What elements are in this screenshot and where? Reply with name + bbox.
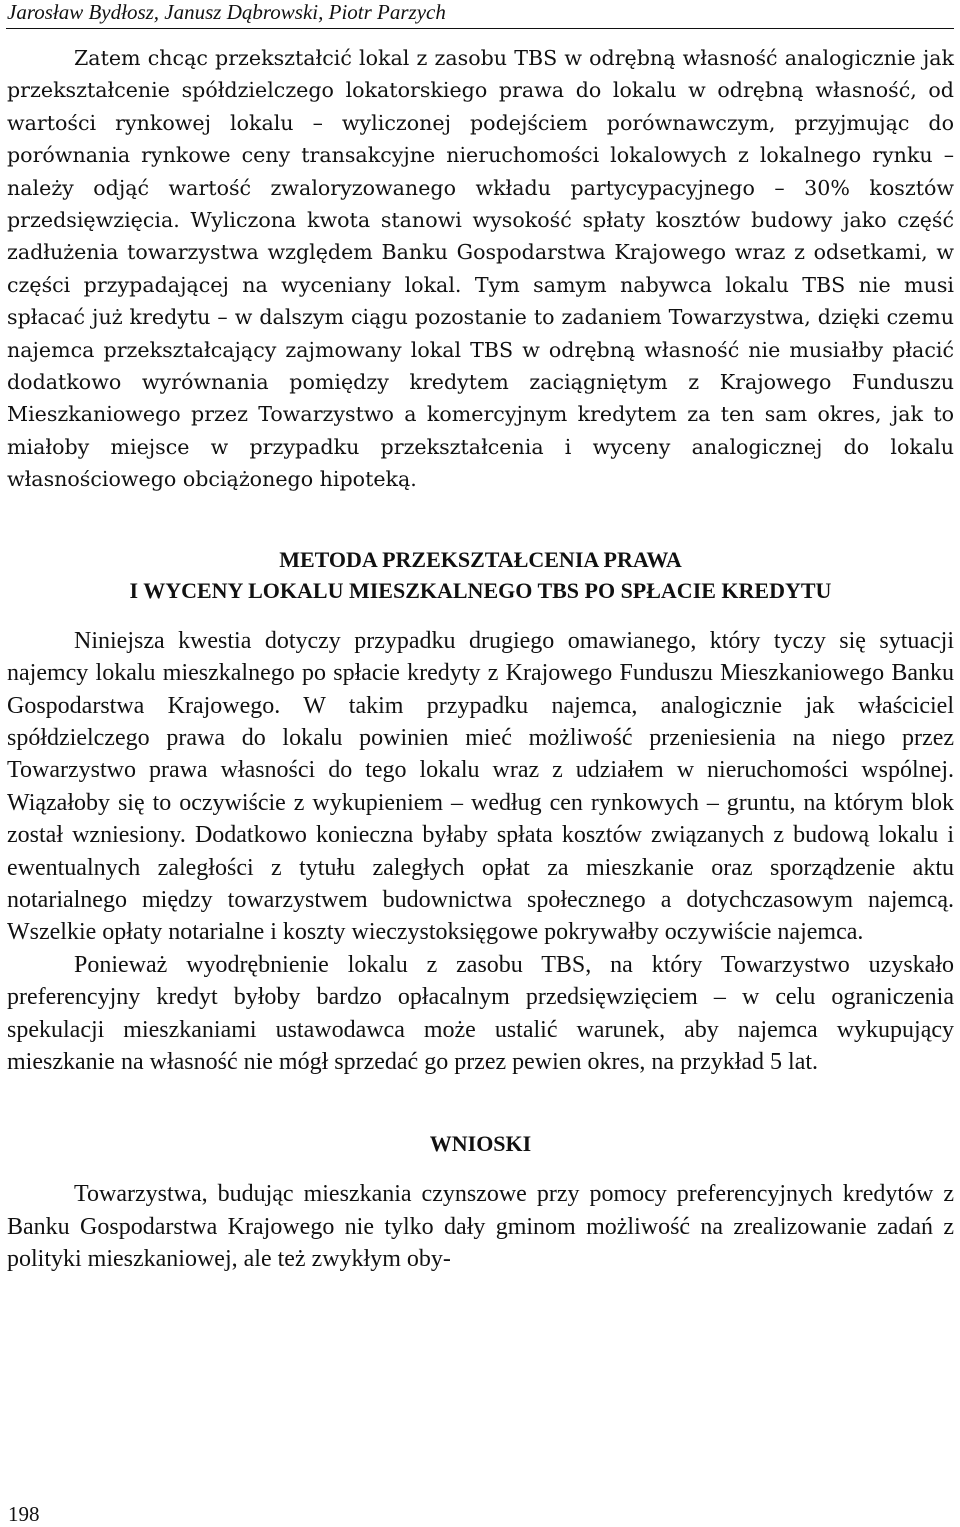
page-body bbox=[7, 42, 954, 1276]
section-heading-method-line-1: METODA PRZEKSZTAŁCENIA PRAWA bbox=[279, 546, 682, 572]
header-rule bbox=[6, 28, 954, 29]
section-heading-conclusions: WNIOSKI bbox=[429, 1131, 532, 1157]
paragraph-conclusions: Towarzystwa, budując mieszkania czynszowe przy pomocy preferencyjnych kredytów z Banku Gospodarstwa Krajowego nie tylko dały gminom możliwość na zrealizowanie zadań z polityki mieszkaniowej, ale też zwykłym oby- bbox=[7, 1181, 954, 1273]
paragraph-after-repayment: Niniejsza kwestia dotyczy przypadku drugiego omawianego, który tyczy się sytuacji najemcy lokalu mieszkalnego po spłacie kredyty z Krajowego Funduszu Mieszkaniowego Banku Gospodarstwa Krajowego. W takim przypadku najemca, analogicznie jak właściciel spółdzielczego prawa do lokalu powinien mieć możliwość przeniesienia na niego przez Towarzystwo prawa własności do tego lokalu wraz z udziałem w nieruchomości wspólnej. Wiązałoby się to oczywiście z wykupieniem – według cen rynkowych – gruntu, na którym blok został wzniesiony. Dodatkowo konieczna byłaby spłata kosztów związanych z budową lokalu i ewentualnych zaległości z tytułu zaległych opłat za mieszkanie oraz sporządzenie aktu notarialnego między towarzystwem budownictwa społecznego a dotychczasowym najemcą. Wszelkie opłaty notarialne i koszty wieczystoksięgowe pokrywałby oczywiście najemca. bbox=[7, 627, 954, 946]
page-number: 198 bbox=[8, 1502, 40, 1526]
paragraph-tbs-conversion: Zatem chcąc przekształcić lokal z zasobu TBS w odrębną własność analogicznie jak przekształcenie spółdzielczego lokatorskiego prawa do lokalu w odrębną własność, od wartości rynkowej lokalu – wyliczonej podejściem porównawczym, przyjmując do porównania rynkowe ceny transakcyjne nieruchomości lokalowych z lokalnego rynku – należy odjąć wartość zwaloryzowanego wkładu partycypacyjnego – 30% kosztów przedsięwzięcia. Wyliczona kwota stanowi wysokość spłaty kosztów budowy jako część zadłużenia towarzystwa względem Banku Gospodarstwa Krajowego wraz z odsetkami, w części przypadającej na wyceniany lokal. Tym samym nabywca lokalu TBS nie musi spłacać już kredytu – w dalszym ciągu pozostanie to zadaniem Towarzystwa, dzięki czemu najemca przekształcający zajmowany lokal TBS w odrębną własność nie musiałby płacić dodatkowo wyrównania pomiędzy kredytem zaciągniętym z Krajowego Funduszu Mieszkaniowego przez Towarzystwo a komercyjnym kredytem za ten sam okres, jak to miałoby miejsce w przypadku przekształcenia i wyceny analogicznej do lokalu własnościowego obciążonego hipoteką. bbox=[7, 46, 954, 492]
paragraph-speculation-limit: Ponieważ wyodrębnienie lokalu z zasobu TBS, na który Towarzystwo uzyskało preferencyjny kredyt byłoby bardzo opłacalnym przedsięwzięciem – w celu ograniczenia spekulacji mieszkaniami ustawodawca może ustalić warunek, aby najemca wykupujący mieszkanie na własność nie mógł sprzedać go przez pewien okres, na przykład 5 lat. bbox=[7, 951, 954, 1075]
section-heading-method-line-2: I WYCENY LOKALU MIESZKALNEGO TBS PO SPŁACIE KREDYTU bbox=[129, 577, 832, 603]
running-head-authors: Jarosław Bydłosz, Janusz Dąbrowski, Piotr Parzych bbox=[7, 0, 446, 24]
